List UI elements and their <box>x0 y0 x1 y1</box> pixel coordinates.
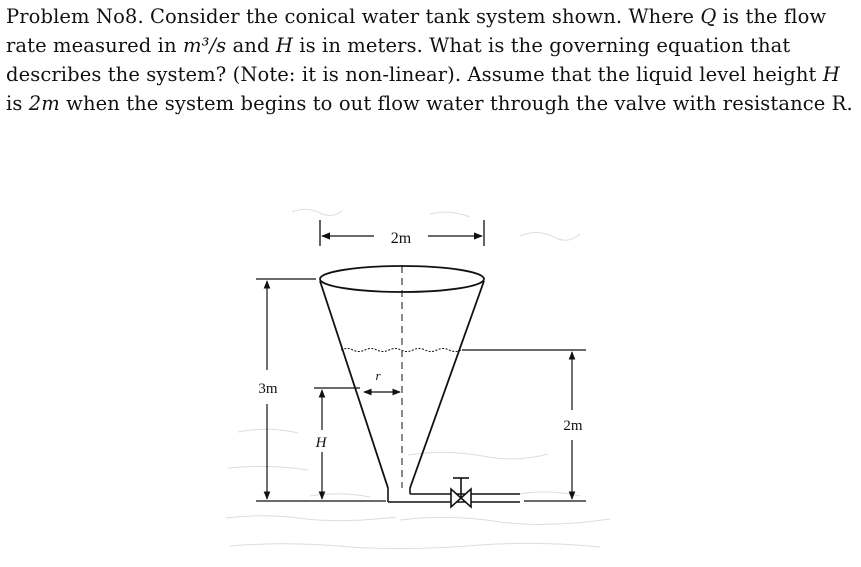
top-width-label: 2m <box>390 230 412 247</box>
outlet-pipe <box>388 478 520 507</box>
problem-text-5: when the system begins to out flow water through the valve with resistance R. <box>59 92 853 115</box>
flow-unit: m³/s <box>182 34 227 57</box>
initial-height-value: 2m <box>28 92 60 115</box>
scan-background-noise <box>226 209 610 548</box>
top-width-dimension <box>320 220 484 247</box>
radius-dimension <box>364 368 400 392</box>
total-height-label: 3m <box>258 381 278 397</box>
conical-tank <box>320 266 484 488</box>
water-surface <box>341 349 461 352</box>
height-symbol-2: H <box>822 63 840 86</box>
total-height-dimension <box>256 279 386 501</box>
problem-text-4: is <box>6 92 29 115</box>
problem-text-3: is in meters. What is the governing equation that describes the system? (Note: it is non-linear). Assume that the liquid level height <box>6 34 823 86</box>
radius-label: r <box>375 368 381 383</box>
tank-left-wall <box>320 281 388 488</box>
level-height-dimension <box>314 388 360 499</box>
problem-prefix: Problem No8. Consider the conical water tank system shown. Where <box>6 5 701 28</box>
tank-right-wall <box>410 281 484 488</box>
flow-rate-symbol: Q <box>700 5 717 28</box>
right-height-label: 2m <box>563 418 583 434</box>
height-symbol: H <box>275 34 293 57</box>
right-height-dimension <box>462 350 586 501</box>
level-label: H <box>315 435 327 451</box>
problem-text-2: and <box>226 34 276 57</box>
problem-text-1: is the flow rate measured in <box>6 5 827 57</box>
